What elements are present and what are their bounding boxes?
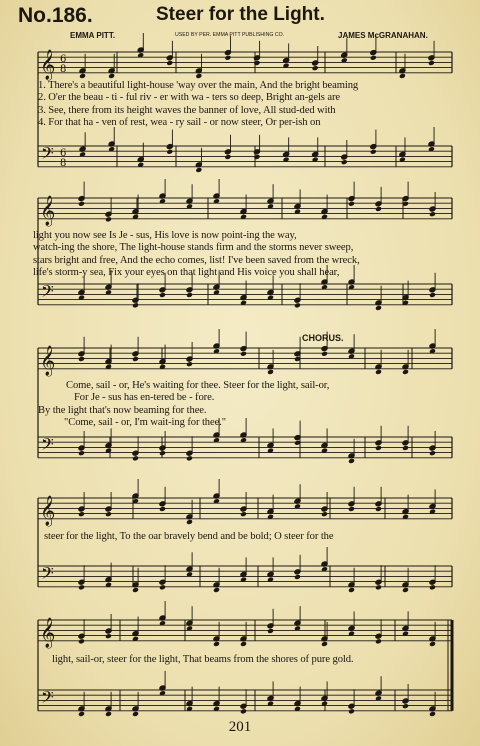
note-head [132,455,139,461]
system-2-lyrics [33,230,360,280]
note-head [132,302,139,308]
verse-line: watch-ing the shore, The light-house stands firm and the storms never sweep, [33,242,354,254]
verse-line: 2. O'er the beau - ti - ful riv - er with wa - ters so deep, Bright an-gels are [38,92,341,104]
note-head [429,450,436,456]
note-head [186,455,193,461]
note-head [429,211,436,217]
note-head [375,584,382,590]
note-head [429,584,436,590]
bass-clef-icon: 𝄢 [41,281,54,305]
verse-line: 4. For that ha - ven of rest, wea - ry sail - or now steer, Or per-ish on [38,117,321,129]
note-head [240,641,247,647]
note-head [159,506,166,512]
note-head [348,708,355,714]
note-head [186,361,193,367]
bass-clef-icon: 𝄢 [41,687,54,711]
note-head [429,292,436,298]
note-head [159,450,166,456]
treble-clef-icon: 𝄞 [40,196,56,226]
note-head [78,201,85,207]
note-head [312,65,319,71]
note-head [132,587,139,593]
note-head [78,511,85,517]
verse-line: stars bright and free, And the echo comes, list! I've been saved from the wreck, [33,254,360,266]
note-head [370,149,377,155]
note-head [375,445,382,451]
note-head [294,574,301,580]
time-signature: 8 [60,64,67,75]
verse-line: life's storm-y sea, Fix your eyes on that light and His voice you shall hear, [33,267,340,279]
note-head [105,711,112,717]
note-head [105,511,112,517]
note-head [341,159,348,165]
note-head [375,506,382,512]
note-head [78,584,85,590]
lyricist: EMMA PITT. [70,31,116,40]
note-head [213,587,220,593]
note-head [429,711,436,717]
note-head [224,154,231,160]
note-head [78,450,85,456]
system-3-lyrics [38,380,330,430]
note-head [78,711,85,717]
note-head [240,708,247,714]
note-head [428,60,435,66]
chorus-line: light, sail-or, steer for the light, That beams from the shores of pure gold. [52,654,354,665]
note-head [321,511,328,517]
note-head [429,641,436,647]
note-head [159,292,166,298]
chorus-line: steer for the light, To the oar bravely bend and be bold; O steer for the [44,531,334,542]
verse-line: light you now see Is Je - sus, His love is now point-ing the way, [33,230,297,241]
note-head [267,369,274,375]
note-head [402,445,409,451]
note-head [240,511,247,517]
system-5-lyrics [52,654,353,666]
treble-clef-icon: 𝄞 [40,496,56,526]
note-head [399,73,406,79]
verse-line: 1. There's a beautiful light-house 'way over the main, And the bright beaming [38,80,359,91]
bass-clef-icon: 𝄢 [41,563,54,587]
note-head [186,519,193,525]
time-signature: 8 [60,158,67,169]
note-head [348,458,355,464]
note-head [348,506,355,512]
note-head [224,55,231,61]
note-head [267,628,274,634]
chorus-line: Come, sail - or, He's waiting for thee. Steer for the light, sail-or, [66,380,330,391]
system-4-lyrics [44,531,333,543]
note-head [321,351,328,357]
chorus-label: CHORUS. [302,333,344,343]
note-head [348,201,355,207]
treble-clef-icon: 𝄞 [40,346,56,376]
note-head [105,633,112,639]
note-head [105,216,112,222]
note-head [195,73,202,79]
note-head [132,711,139,717]
note-head [294,302,301,308]
treble-clef-icon: 𝄞 [40,618,56,648]
verse-line: By the light that's now beaming for thee. [38,404,207,416]
note-head [78,356,85,362]
hymn-number: No.186. [18,4,93,27]
composer: JAMES McGRANAHAN. [338,31,428,40]
note-head [108,73,115,79]
note-head [402,369,409,375]
time-signature: 6 [60,54,67,65]
note-head [375,206,382,212]
note-head [375,305,382,311]
verse-line: 3. See, there from its height waves the banner of love, All stud-ded with [38,104,336,116]
note-head [370,55,377,61]
note-head [166,149,173,155]
note-head [402,587,409,593]
note-head [213,641,220,647]
note-head [79,73,86,79]
system-1-lyrics [38,80,358,130]
bass-clef-icon: 𝄢 [41,434,54,458]
note-head [166,60,173,66]
page-number: 201 [228,719,252,735]
hymn-title: Steer for the Light. [156,4,325,25]
note-head [402,703,409,709]
verse-line: For Je - sus has en-tered be - fore. [74,392,215,404]
note-head [375,369,382,375]
note-head [186,292,193,298]
treble-clef-icon: 𝄞 [40,50,56,80]
note-head [78,638,85,644]
bass-clef-icon: 𝄢 [41,143,54,167]
note-head [375,638,382,644]
verse-line: "Come, sail - or, I'm wait-ing for thee." [64,417,226,429]
note-head [195,167,202,173]
time-signature: 6 [60,148,67,159]
copyright-notice: USED BY PER. EMMA PITT PUBLISHING CO. [175,32,285,38]
note-head [348,587,355,593]
note-head [321,641,328,647]
note-head [240,351,247,357]
note-head [132,356,139,362]
note-head [159,584,166,590]
